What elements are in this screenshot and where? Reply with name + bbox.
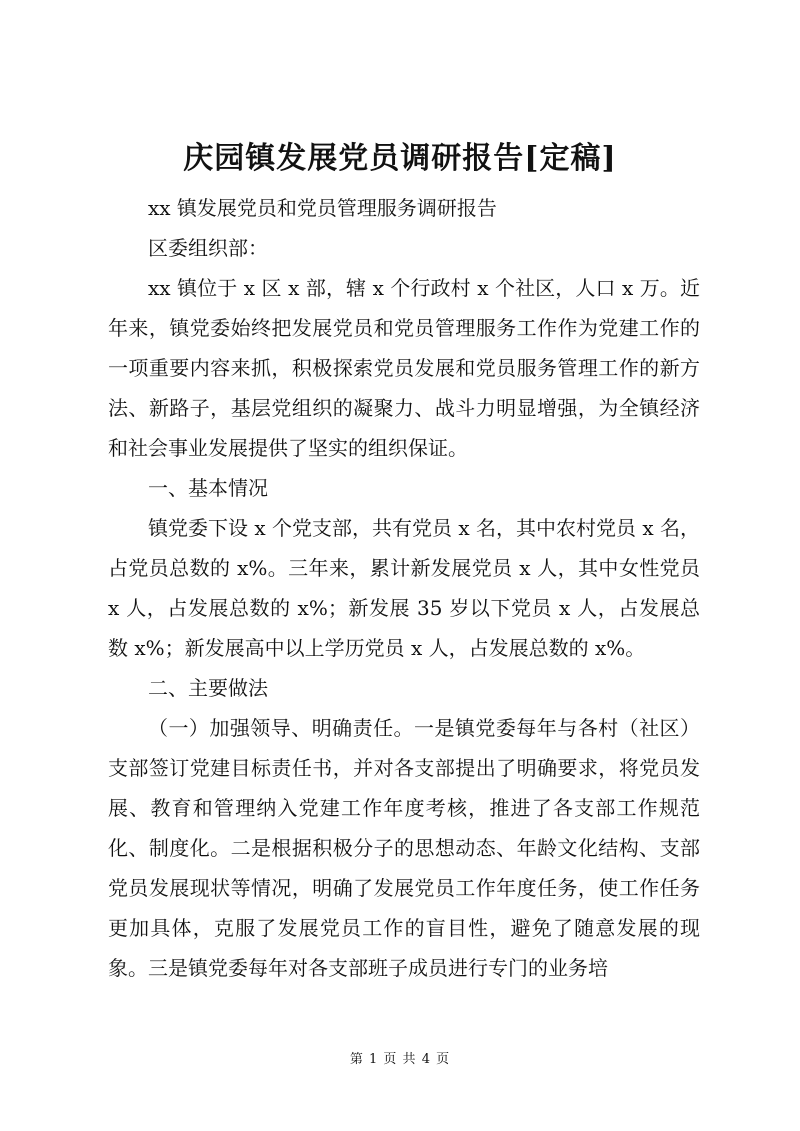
section-heading-basic-situation: 一、基本情况 — [148, 476, 268, 500]
paragraph-main-practices: （一）加强领导、明确责任。一是镇党委每年与各村（社区）支部签订党建目标责任书，并对各支部提出了明确要求，将党员发展、教育和管理纳入党建工作年度考核，推进了各支部工作规范化、制度化。二是根据积极分子的思想动态、年龄文化结构、支部党员发展现状等情况，明确了发展党员工作年度任务，使工作任务更加具体，克服了发展党员工作的盲目性，避免了随意发展的现象。三是镇党委每年对各支部班子成员进行专门的业务培 — [108, 716, 700, 980]
paragraph-subtitle: xx 镇发展党员和党员管理服务调研报告 — [148, 196, 497, 220]
paragraph-intro: xx 镇位于 x 区 x 部，辖 x 个行政村 x 个社区，人口 x 万。近年来，镇党委始终把发展党员和党员管理服务工作作为党建工作的一项重要内容来抓，积极探索党员发展和党员服务管理工作的新方法、新路子，基层党组织的凝聚力、战斗力明显增强，为全镇经济和社会事业发展提供了坚实的组织保证。 — [108, 276, 700, 460]
section-heading-main-practices: 二、主要做法 — [148, 676, 268, 700]
document-body — [108, 188, 700, 988]
document-title: 庆园镇发展党员调研报告[定稿] — [183, 141, 617, 176]
paragraph-basic-situation: 镇党委下设 x 个党支部，共有党员 x 名，其中农村党员 x 名，占党员总数的 x%。三年来，累计新发展党员 x 人，其中女性党员 x 人，占发展总数的 x%；新发展 35 岁以下党员 x 人，占发展总数 x%；新发展高中以上学历党员 x 人，占发展总数的 x%。 — [108, 516, 700, 660]
page-number-footer: 第 1 页 共 4 页 — [349, 1052, 451, 1067]
paragraph-addressee: 区委组织部： — [148, 236, 268, 260]
